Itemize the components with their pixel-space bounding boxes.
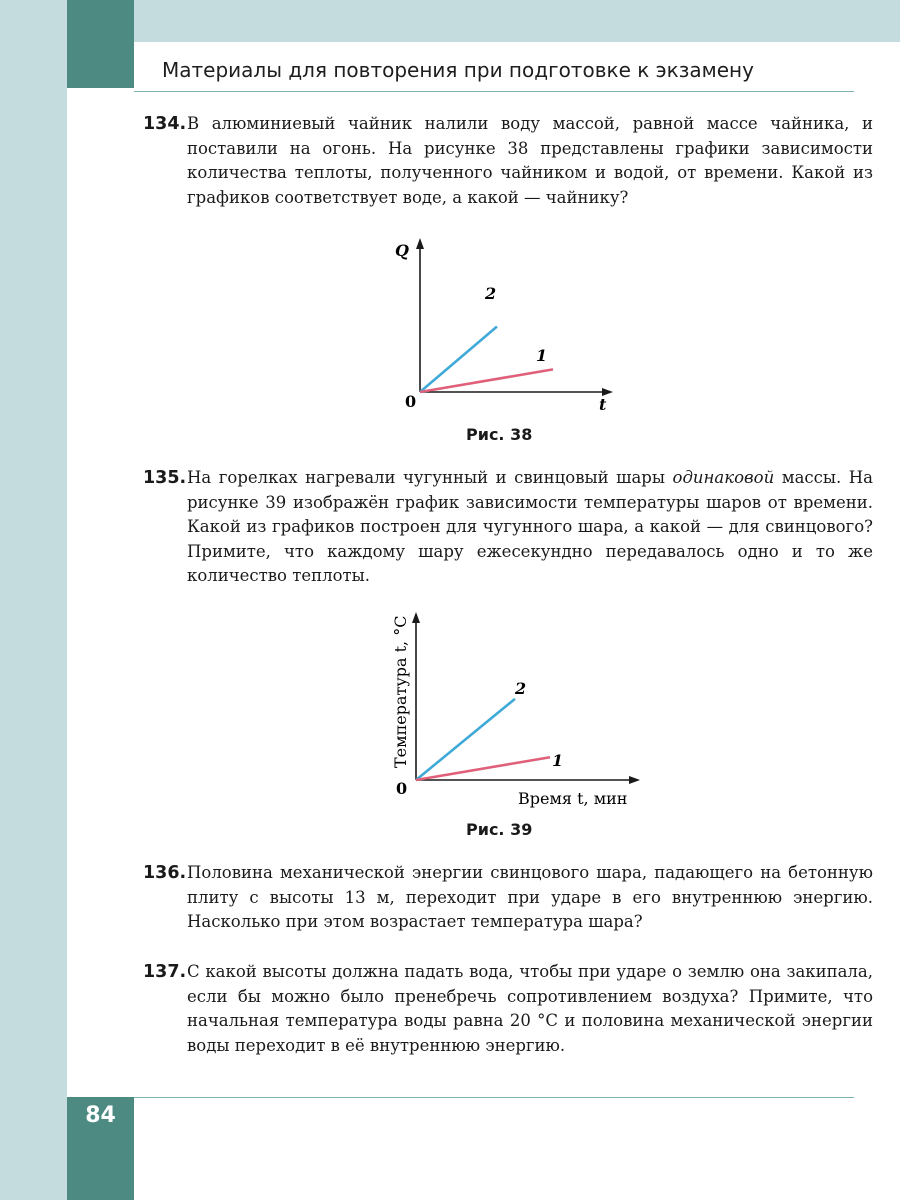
top-margin-band [67,0,900,42]
text-part: На горелках нагревали чугунный и свинцовый шары [187,468,673,487]
line-2-label: 2 [485,284,497,303]
figure-39-caption: Рис. 39 [466,820,533,839]
problem-text: В алюминиевый чайник налили воду массой, равной массе чайника, и поставили на огонь. На рисунке 38 представлены графики зависимости количества теплоты, полученного чайником и водой, от времени. Какой из графиков соответствует воде, а какой — чайнику? [187,114,873,207]
problem-137 [143,960,873,1058]
x-axis-label: t [599,395,607,414]
header-divider [134,91,854,92]
problem-number: 135. [143,468,187,488]
line-2-label: 2 [515,679,527,698]
text-part: массы. На рисунке 39 изображён график зависимости температуры шаров от времени. Какой из графиков построен для чугунного шара, а какой — для свинцового? Примите, что каждому шару ежесекундно передавалось одно и то же количество теплоты. [187,468,874,586]
line-1 [420,369,553,392]
problem-text: С какой высоты должна падать вода, чтобы при ударе о землю она закипала, если бы можно было пренебречь сопротивлением воздуха? Примите, что начальная температура воды равна 20 °C и половина механической энергии воды переходит в её внутреннюю энергию. [187,962,873,1055]
origin-label: 0 [405,392,417,411]
problem-number: 137. [143,962,187,982]
origin-label: 0 [396,779,408,798]
x-axis-arrow [629,776,640,784]
x-axis-label: Время t, мин [518,789,628,808]
line-1-label: 1 [552,751,564,770]
problem-number: 134. [143,114,187,134]
footer-divider [134,1097,854,1098]
problem-134 [143,112,873,210]
problem-text: Половина механической энергии свинцового шара, падающего на бетонную плиту с высоты 13 м, переходит при ударе в его внутреннюю энергию. Насколько при этом возрастает температура шара? [187,863,873,932]
y-axis-arrow [412,612,420,623]
y-axis-label: Температура t, °C [391,615,410,768]
problem-136 [143,861,873,935]
y-axis-label: Q [395,241,409,260]
header-accent-box [67,0,134,88]
line-1-label: 1 [536,346,548,365]
line-2 [416,699,515,780]
page-header-title: Материалы для повторения при подготовке к экзамену [162,58,754,82]
left-margin-band [0,0,67,1200]
figure-39 [380,604,650,814]
figure-38-caption: Рис. 38 [466,425,533,444]
problem-number: 136. [143,863,187,883]
page-number: 84 [85,1103,116,1128]
text-italic: одинаковой [672,468,775,487]
problem-text [187,466,873,589]
line-1 [416,757,550,780]
problem-135 [143,466,873,589]
y-axis-arrow [416,238,424,249]
figure-38 [385,232,625,422]
